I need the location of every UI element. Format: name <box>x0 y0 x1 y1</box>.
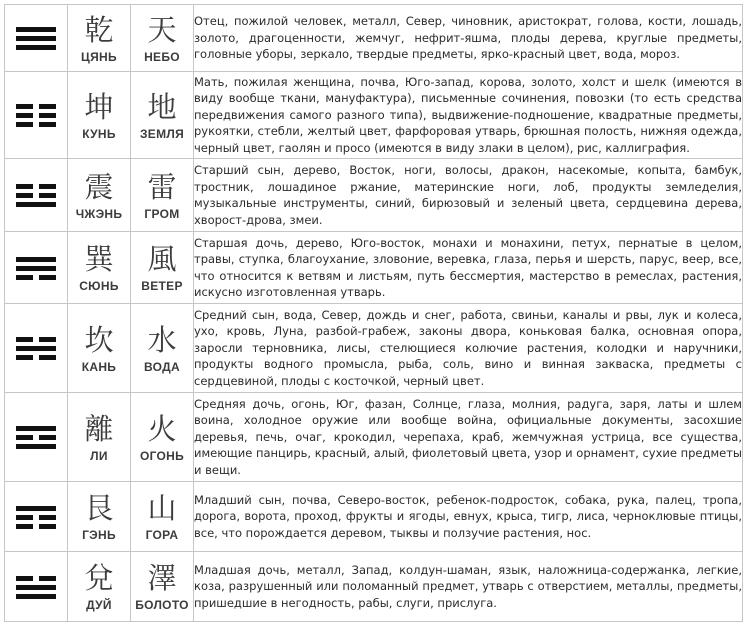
element-hanzi: 澤 <box>147 561 177 595</box>
yang-line <box>16 202 56 207</box>
yin-line-segment <box>16 104 33 109</box>
element-name-cell <box>131 482 194 552</box>
trigram-description: Младшая дочь, металл, Запад, колдун-шаман, язык, наложница-содержанка, легкие, коза, разрушенный или поломанный предмет, утварь с отверстием, металлы, предметы, пришедшие в негодность, рабы, слуги, прислуга. <box>194 552 743 622</box>
element-name: ГОРА <box>145 528 179 542</box>
trigram-symbol-cell <box>5 482 68 552</box>
trigram-symbol-icon <box>16 575 56 599</box>
trigram-hanzi: 震 <box>84 169 114 204</box>
yin-line-segment <box>16 275 33 280</box>
element-hanzi: 地 <box>147 89 177 124</box>
element-hanzi: 風 <box>147 242 177 276</box>
trigram-name: ДУЙ <box>86 598 112 612</box>
yin-line-segment <box>39 113 56 118</box>
element-name-cell <box>131 5 194 72</box>
trigram-symbol-cell <box>5 72 68 159</box>
yin-line-segment <box>39 122 56 127</box>
yin-line-segment <box>16 515 33 520</box>
yin-line-segment <box>39 337 56 342</box>
trigram-symbol-cell <box>5 159 68 232</box>
yin-line-segment <box>16 524 33 529</box>
table-row <box>5 393 743 482</box>
element-name-cell <box>131 552 194 622</box>
yang-line <box>16 45 56 50</box>
yang-line <box>16 426 56 431</box>
trigram-name: СЮНЬ <box>79 279 119 293</box>
table-row <box>5 72 743 159</box>
yin-line-segment <box>39 576 56 581</box>
element-name: БОЛОТО <box>135 598 189 612</box>
yang-line <box>16 257 56 262</box>
trigram-name-cell <box>68 482 131 552</box>
trigram-symbol-icon <box>16 256 56 280</box>
yin-line-segment <box>16 184 33 189</box>
yin-line-segment <box>39 184 56 189</box>
yin-line-segment <box>16 193 33 198</box>
trigram-description: Средняя дочь, огонь, Юг, фазан, Солнце, глаза, молния, радуга, заря, латы и шлем воина, холодное оружие или вообще война, официальные документы, засохшие деревья, печь, очаг, крокодил, черепаха, краб, жемчужная устрица, все существа, имеющие панцирь, красный, алый, фиолетовый цвета, узор и орнамент, сухие предметы и вещи. <box>194 393 743 482</box>
trigram-name: ЧЖЭНЬ <box>75 206 123 221</box>
trigram-hanzi: 坤 <box>84 89 114 124</box>
trigram-symbol-cell <box>5 552 68 622</box>
trigram-name: КАНЬ <box>81 359 117 374</box>
trigram-symbol-icon <box>16 26 56 50</box>
element-name: ЗЕМЛЯ <box>139 126 185 141</box>
trigram-name-cell <box>68 232 131 304</box>
table-row <box>5 552 743 622</box>
yin-line-segment <box>16 113 33 118</box>
element-name: ВЕТЕР <box>141 279 183 293</box>
yin-line-segment <box>39 104 56 109</box>
trigram-hanzi: 坎 <box>84 322 114 357</box>
trigram-description: Старшая дочь, дерево, Юго-восток, монахи и монахини, петух, пернатые в целом, травы, ступка, благоухание, зловоние, веревка, глаза, перья и шерсть, парус, веер, все, что относится к ветвям и листьям, путь бессмертия, мастерство в ремеслах, растения, искусно изготовленная утварь. <box>194 232 743 304</box>
element-name: ВОДА <box>144 359 180 374</box>
trigram-name: ЦЯНЬ <box>81 49 117 64</box>
element-name-cell <box>131 232 194 304</box>
yang-line <box>16 346 56 351</box>
trigram-name-cell <box>68 5 131 72</box>
element-name-cell <box>131 159 194 232</box>
yang-line <box>16 444 56 449</box>
table-row <box>5 232 743 304</box>
trigram-symbol-cell <box>5 232 68 304</box>
yin-line-segment <box>16 435 33 440</box>
table-row <box>5 482 743 552</box>
element-name-cell <box>131 393 194 482</box>
yang-line <box>16 585 56 590</box>
yin-line-segment <box>39 524 56 529</box>
element-hanzi: 火 <box>147 411 177 446</box>
table-row <box>5 304 743 393</box>
element-hanzi: 天 <box>147 12 177 47</box>
trigram-hanzi: 兌 <box>84 561 114 595</box>
trigram-symbol-icon <box>16 336 56 360</box>
element-hanzi: 山 <box>147 491 177 525</box>
table-row <box>5 159 743 232</box>
yang-line <box>16 506 56 511</box>
element-name-cell <box>131 72 194 159</box>
trigram-name: ГЭНЬ <box>82 528 116 542</box>
element-hanzi: 水 <box>147 322 177 357</box>
yang-line <box>16 36 56 41</box>
trigram-name-cell <box>68 159 131 232</box>
trigram-hanzi: 乾 <box>84 12 114 47</box>
trigram-hanzi: 艮 <box>84 491 114 525</box>
yin-line-segment <box>39 435 56 440</box>
yin-line-segment <box>16 337 33 342</box>
trigram-name-cell <box>68 304 131 393</box>
yin-line-segment <box>16 355 33 360</box>
trigram-description: Средний сын, вода, Север, дождь и снег, работа, свиньи, каналы и рвы, лук и колеса, ухо, кровь, Луна, разбой-грабеж, законы двора, коньковая балка, основная опора, заросли терновника, лисы, стелющиеся колючие растения, колодки и наручники, продукты водного промысла, рыба, соль, вино и винная закваска, предметы с сердцевиной, плоды с косточкой, черный цвет. <box>194 304 743 393</box>
trigram-symbol-icon <box>16 103 56 127</box>
yin-line-segment <box>39 275 56 280</box>
trigram-symbol-icon <box>16 505 56 529</box>
trigram-name-cell <box>68 393 131 482</box>
trigram-description: Отец, пожилой человек, металл, Север, чиновник, аристократ, голова, кости, лошадь, золото, драгоценности, жемчуг, нефрит-яшма, плоды дерева, круглые предметы, головные уборы, зеркало, твердые предметы, ярко-красный цвет, вода, мороз. <box>194 5 743 72</box>
trigram-name: ЛИ <box>90 448 108 463</box>
trigram-symbol-cell <box>5 393 68 482</box>
trigram-symbol-icon <box>16 183 56 207</box>
table-row <box>5 5 743 72</box>
element-name-cell <box>131 304 194 393</box>
yin-line-segment <box>39 355 56 360</box>
trigram-name: КУНЬ <box>82 126 116 141</box>
yang-line <box>16 594 56 599</box>
trigram-hanzi: 離 <box>84 411 114 446</box>
yang-line <box>16 266 56 271</box>
trigram-symbol-cell <box>5 304 68 393</box>
trigram-description: Мать, пожилая женщина, почва, Юго-запад, корова, золото, холст и шелк (имеются в виду вообще ткани, мануфактура), письменные сочинения, повозки (то есть средства передвижения самого разного типа), выдвижение-подношение, квадратные предметы, рукоятки, стебли, желтый цвет, фарфоровая утварь, брюшная полость, нижняя одежда, черный цвет, гаолян и просо (имеются в виду злаки в целом), рис, каллиграфия. <box>194 72 743 159</box>
trigram-description: Младший сын, почва, Северо-восток, ребенок-подросток, собака, рука, палец, тропа, дорога, ворота, проход, фрукты и ягоды, евнух, крыса, тигр, лиса, черноклювые птицы, все, что порождается деревом, тыквы и ползучие растения, нос. <box>194 482 743 552</box>
trigram-name-cell <box>68 72 131 159</box>
trigram-symbol-icon <box>16 425 56 449</box>
yin-line-segment <box>16 576 33 581</box>
trigram-name-cell <box>68 552 131 622</box>
yin-line-segment <box>16 122 33 127</box>
yang-line <box>16 27 56 32</box>
trigram-symbol-cell <box>5 5 68 72</box>
trigram-table <box>4 4 743 622</box>
yin-line-segment <box>39 193 56 198</box>
trigram-hanzi: 巽 <box>84 242 114 276</box>
element-name: НЕБО <box>144 49 180 64</box>
element-name: ГРОМ <box>144 206 180 221</box>
element-name: ОГОНЬ <box>139 448 185 463</box>
yin-line-segment <box>39 515 56 520</box>
trigram-description: Старший сын, дерево, Восток, ноги, волосы, дракон, насекомые, копыта, бамбук, тростник, лошадиное ржание, материнские ноги, лоб, продукты земледелия, музыкальные инструменты, синий, бирюзовый и зеленый цвета, сердцевина дерева, хворост-дрова, змеи. <box>194 159 743 232</box>
element-hanzi: 雷 <box>147 169 177 204</box>
